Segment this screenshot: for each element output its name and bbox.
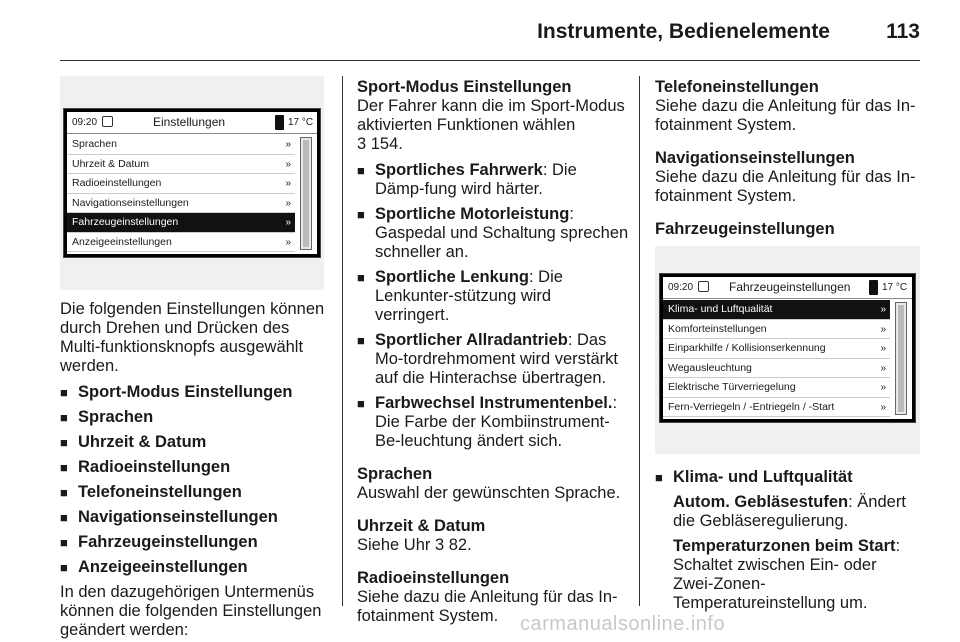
menu-item-label: Komforteinstellungen <box>668 322 767 335</box>
sport-option-text: : Die Lenkunter-stützung wird verringert. <box>375 268 563 324</box>
page-title: Instrumente, Bedienelemente <box>537 20 830 43</box>
column-divider-left <box>342 76 343 606</box>
settings-bullet: ■ Fahrzeugeinstellungen <box>60 533 330 552</box>
menu-item[interactable] <box>67 135 295 155</box>
chevron-right-icon: » <box>880 323 886 335</box>
settings-bullet: ■ Anzeigeeinstellungen <box>60 558 330 577</box>
menu-item-label: Klima- und Luftqualität <box>668 303 773 315</box>
settings-screen-figure <box>60 76 324 290</box>
sport-option-text: : Die Dämp-fung wird härter. <box>375 161 577 198</box>
menu-item-label: Uhrzeit & Datum <box>72 157 150 170</box>
sport-option-label: Sportliches Fahrwerk <box>375 161 543 179</box>
chevron-right-icon: » <box>880 382 886 393</box>
chevron-right-icon: » <box>285 217 291 228</box>
sport-option-label: Sportlicher Allradantrieb <box>375 331 568 349</box>
column-1-text <box>60 300 330 642</box>
radio-text: Siehe dazu die Anleitung für das In-fotainment System. <box>357 588 618 625</box>
menu-item-label: Sprachen <box>72 138 117 150</box>
vehicle-settings-screen <box>659 273 916 423</box>
menu-item[interactable] <box>663 359 890 379</box>
menu-item-label: Fahrzeugeinstellungen <box>72 216 179 228</box>
column-2-text <box>357 78 629 633</box>
sprachen-heading: Sprachen <box>357 465 433 483</box>
chevron-right-icon: » <box>880 304 886 315</box>
sport-heading: Sport-Modus Einstellungen <box>357 78 572 96</box>
screen2-time: 09:20 <box>668 282 694 293</box>
menu-item[interactable] <box>67 194 295 214</box>
chevron-right-icon: » <box>880 343 886 354</box>
phone-icon <box>869 280 878 295</box>
column-divider-right <box>639 76 640 606</box>
sport-option <box>357 205 629 262</box>
menu-item-label: Fern-Verriegeln / -Entriegeln / -Start <box>668 400 835 413</box>
menu-item-label: Einparkhilfe / Kollisionserkennung <box>668 342 826 354</box>
sport-option <box>357 161 629 199</box>
menu-item[interactable] <box>663 398 890 418</box>
klima-bullet: ■ Klima- und Luftqualität <box>655 468 920 487</box>
menu-item-label: Anzeigeeinstellungen <box>72 235 172 248</box>
menu-item[interactable] <box>663 339 890 359</box>
menu-item[interactable] <box>663 378 890 398</box>
sport-option-text: : Die Farbe der Kombiinstrument-Be-leuchtung ändert sich. <box>375 394 618 450</box>
screen-title: Einstellungen <box>153 115 226 129</box>
chevron-right-icon: » <box>285 139 291 150</box>
screen2-temperature: 17 °C <box>882 282 908 293</box>
temp-text: : Schaltet zwischen Ein- oder Zwei-Zonen-Temperatureinstellung um. <box>673 537 901 612</box>
menu-item-label: Navigationseinstellungen <box>72 196 189 209</box>
sport-option <box>357 331 629 388</box>
chevron-right-icon: » <box>285 197 291 209</box>
sprachen-text: Auswahl der gewünschten Sprache. <box>357 484 621 502</box>
sport-option-text: : Das Mo-tordrehmoment wird verstärkt auf die Hinterachse übertragen. <box>375 331 618 387</box>
sport-option-text: : Gaspedal und Schaltung sprechen schneller an. <box>375 205 629 261</box>
chevron-right-icon: » <box>285 158 291 170</box>
tel-text: Siehe dazu die Anleitung für das In-fotainment System. <box>655 97 916 134</box>
sport-reference: 3 154. <box>357 135 403 153</box>
screen2-status-bar <box>663 277 912 299</box>
column-3-text <box>655 78 920 239</box>
chevron-right-icon: » <box>880 401 886 413</box>
sport-option-label: Sportliche Motorleistung <box>375 205 570 223</box>
tel-heading: Telefoneinstellungen <box>655 78 819 96</box>
autom-text: : Ändert die Gebläseregulierung. <box>673 493 906 530</box>
autom-label: Autom. Gebläsestufen <box>673 493 849 511</box>
settings-bullet: ■ Navigationseinstellungen <box>60 508 330 527</box>
column-3-lower-text <box>655 468 920 619</box>
sport-option-label: Sportliche Lenkung <box>375 268 530 286</box>
menu-item-label: Elektrische Türverriegelung <box>668 381 796 393</box>
settings-bullet: ■ Uhrzeit & Datum <box>60 433 330 452</box>
outro-paragraph: In den dazugehörigen Untermenüs können die folgenden Einstellungen geändert werden: <box>60 583 322 639</box>
sport-text: Der Fahrer kann die im Sport-Modus aktivierten Funktionen wählen <box>357 97 625 134</box>
vehicle-settings-menu-list <box>663 300 890 417</box>
uhr-text: Siehe Uhr 3 82. <box>357 536 472 554</box>
menu-item[interactable] <box>67 213 295 233</box>
settings-bullet: ■ Telefoneinstellungen <box>60 483 330 502</box>
nav-heading: Navigationseinstellungen <box>655 149 855 167</box>
chevron-right-icon: » <box>285 236 291 248</box>
chevron-right-icon: » <box>285 178 291 189</box>
settings-bullet: ■ Sprachen <box>60 408 330 427</box>
sport-option <box>357 268 629 325</box>
settings-bullet: ■ Sport-Modus Einstellungen <box>60 383 330 402</box>
screen-time: 09:20 <box>72 117 98 128</box>
screen2-title: Fahrzeugeinstellungen <box>729 280 851 294</box>
sport-option <box>357 394 629 451</box>
menu-item-label: Wegausleuchtung <box>668 361 752 374</box>
radio-heading: Radioeinstellungen <box>357 569 510 587</box>
sport-option-label: Farbwechsel Instrumentenbel. <box>375 394 613 412</box>
menu-item[interactable] <box>67 233 295 253</box>
uhr-heading: Uhrzeit & Datum <box>357 517 486 535</box>
vehicle-settings-screen-figure <box>655 246 920 454</box>
chevron-right-icon: » <box>880 362 886 374</box>
settings-menu-list <box>67 135 295 252</box>
menu-item[interactable] <box>663 320 890 340</box>
menu-item[interactable] <box>67 174 295 194</box>
header-divider <box>60 60 920 61</box>
settings-screen <box>63 108 321 258</box>
fzg-heading: Fahrzeugeinstellungen <box>655 220 835 238</box>
watermark: carmanualsonline.info <box>520 613 726 635</box>
nav-text: Siehe dazu die Anleitung für das In-fotainment System. <box>655 168 916 205</box>
page-number: 113 <box>886 20 920 43</box>
clock-icon <box>698 281 709 292</box>
menu-item[interactable] <box>67 155 295 175</box>
temp-label: Temperaturzonen beim Start <box>673 537 896 555</box>
autom-item <box>655 493 920 531</box>
clock-icon <box>102 116 113 127</box>
settings-bullet: ■ Radioeinstellungen <box>60 458 330 477</box>
intro-paragraph: Die folgenden Einstellungen können durch Drehen und Drücken des Multi-funktionsknopfs ausgewählt werden. <box>60 300 325 375</box>
screen-scrollbar <box>300 137 312 250</box>
screen2-scrollbar <box>895 302 907 415</box>
phone-icon <box>275 115 284 130</box>
screen-status-bar <box>67 112 317 134</box>
temp-item <box>655 537 920 613</box>
menu-item[interactable] <box>663 300 890 320</box>
screen-temperature: 17 °C <box>288 117 314 128</box>
menu-item-label: Radioeinstellungen <box>72 177 162 189</box>
